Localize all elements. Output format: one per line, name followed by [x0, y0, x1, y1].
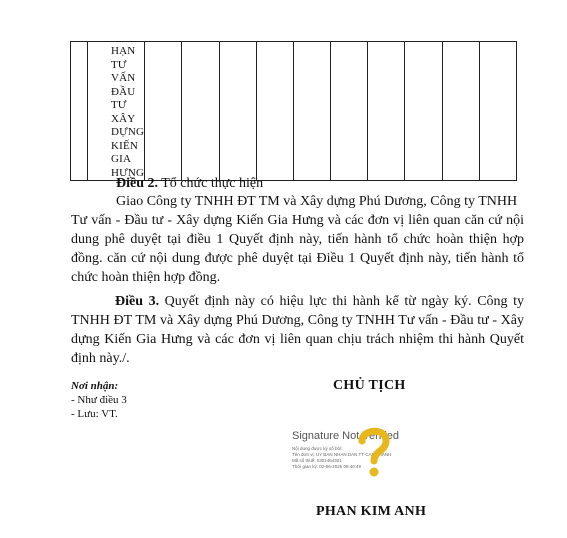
article-2-title: Tổ chức thực hiện	[161, 176, 264, 191]
article-3-paragraph	[71, 292, 524, 368]
company-name-cell-text: HẠN TƯ VẤN ĐẦU TƯ XÂY DỰNG KIẾN GIA HƯNG	[111, 45, 145, 179]
signer-name: PHAN KIM ANH	[316, 504, 427, 519]
digital-signature-stamp	[288, 425, 418, 485]
signature-detail-line: Nội dung được ký số bởi:	[292, 446, 343, 451]
signature-detail-line: Mã số thuế: 0301464301	[292, 458, 342, 463]
table-cell	[219, 42, 256, 181]
data-table-fragment	[70, 41, 517, 181]
table-cell	[145, 42, 182, 181]
table-row	[71, 42, 517, 181]
table-cell	[71, 42, 88, 181]
table-cell	[293, 42, 330, 181]
article-3-body: Quyết định này có hiệu lực thi hành kể từ ngày ký. Công ty TNHH ĐT TM và Xây dựng Phú Dương, Công ty TNHH Tư vấn - Đầu tư - Xây dựng Kiến Gia Hưng và các đơn vị liên quan chịu trách nhiệm thi hành Quyết định này./.	[71, 294, 525, 366]
article-3-label: Điều 3.	[115, 294, 160, 309]
article-2-body: Tư vấn - Đầu tư - Xây dựng Kiến Gia Hưng và các đơn vị liên quan căn cứ nội dung phê duyệt tại điều 1 Quyết định này, tiến hành tổ chức hoàn thiện hợp đồng. căn cứ nội dung được phê duyệt tại Điều 1 Quyết định này, tiến hành tổ chức hoàn thiện hợp đồng.	[71, 213, 524, 285]
recipient-item: - Lưu: VT.	[71, 408, 118, 420]
table-cell	[442, 42, 479, 181]
unverified-question-mark-icon	[356, 423, 392, 479]
table-cell	[479, 42, 516, 181]
table-cell	[256, 42, 293, 181]
signature-detail-line: Tên đơn vị: UY BAN NHAN DAN TT CAN THANH	[292, 452, 392, 457]
signature-status-text: Signature Not Verified	[292, 430, 400, 442]
table-cell-name	[88, 42, 145, 181]
signer-title: CHỦ TỊCH	[333, 378, 406, 393]
table-cell	[405, 42, 442, 181]
recipients-title: Nơi nhận:	[71, 380, 119, 392]
table-cell	[331, 42, 368, 181]
article-2-first-line: Giao Công ty TNHH ĐT TM và Xây dựng Phú Dương, Công ty TNHH	[116, 194, 518, 209]
article-2-heading	[116, 174, 263, 194]
signature-detail-line: Thời gian ký: 02-06-2025 08:40:49	[292, 464, 361, 469]
table-cell	[368, 42, 405, 181]
table-cell	[182, 42, 219, 181]
recipient-item: - Như điều 3	[71, 394, 127, 406]
article-2-label: Điều 2.	[116, 176, 158, 191]
